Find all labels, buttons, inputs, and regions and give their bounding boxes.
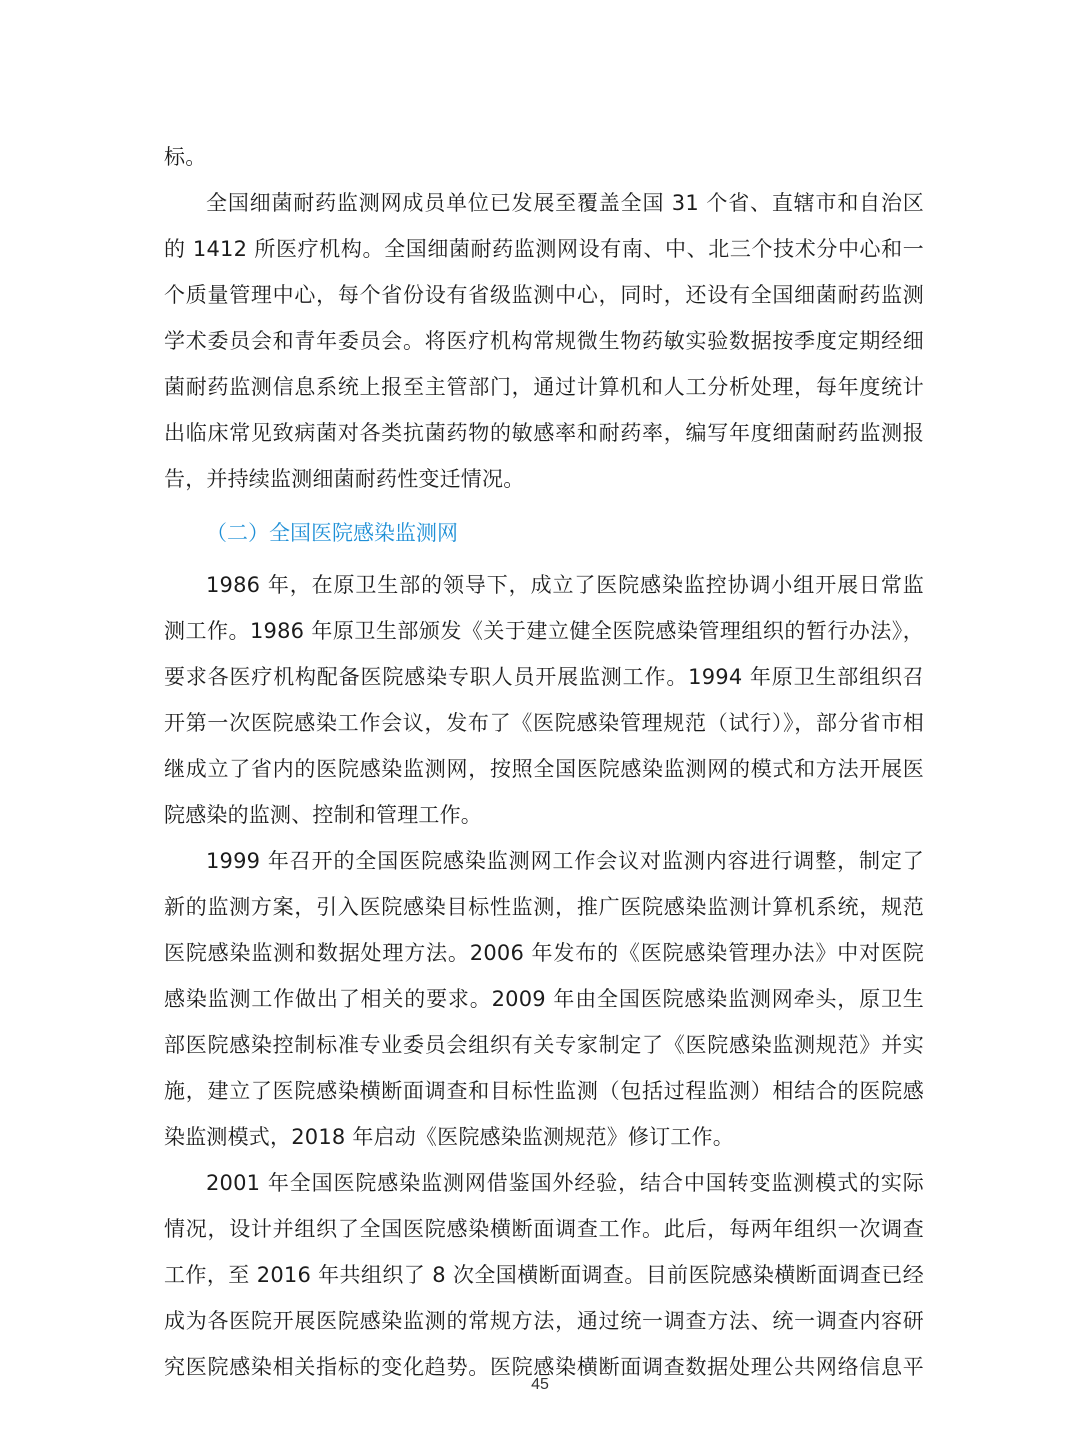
text-line: 出临床常见致病菌对各类抗菌药物的敏感率和耐药率，编写年度细菌耐药监测报 (164, 421, 924, 445)
text-line: 测工作。1986 年原卫生部颁发《关于建立健全医院感染管理组织的暂行办法》， (164, 619, 924, 643)
text-line: 工作，至 2016 年共组织了 8 次全国横断面调查。目前医院感染横断面调查已经 (164, 1263, 924, 1287)
text-line: 院感染的监测、控制和管理工作。 (164, 803, 482, 827)
text-line: 菌耐药监测信息系统上报至主管部门，通过计算机和人工分析处理，每年度统计 (164, 375, 924, 399)
paragraph-bacterial-resistance-network (164, 180, 924, 502)
paragraph-2001-cross-sectional-survey (164, 1160, 924, 1390)
text-line: 施，建立了医院感染横断面调查和目标性监测（包括过程监测）相结合的医院感 (164, 1079, 924, 1103)
paragraph-1986-history (164, 562, 924, 838)
text-line: 医院感染监测和数据处理方法。2006 年发布的《医院感染管理办法》中对医院 (164, 941, 924, 965)
text-line: 的 1412 所医疗机构。全国细菌耐药监测网设有南、中、北三个技术分中心和一 (164, 237, 924, 261)
section-heading: （二）全国医院感染监测网 (206, 521, 458, 545)
text-line: 1986 年，在原卫生部的领导下，成立了医院感染监控协调小组开展日常监 (206, 573, 924, 597)
text-line: 究医院感染相关指标的变化趋势。医院感染横断面调查数据处理公共网络信息平 (164, 1355, 924, 1379)
text-line: 2001 年全国医院感染监测网借鉴国外经验，结合中国转变监测模式的实际 (206, 1171, 924, 1195)
text-line: 个质量管理中心，每个省份设有省级监测中心，同时，还设有全国细菌耐药监测 (164, 283, 924, 307)
text-line: 部医院感染控制标准专业委员会组织有关专家制定了《医院感染监测规范》并实 (164, 1033, 924, 1057)
document-page (164, 134, 924, 1390)
text-line: 成为各医院开展医院感染监测的常规方法，通过统一调查方法、统一调查内容研 (164, 1309, 924, 1333)
text-line: 要求各医疗机构配备医院感染专职人员开展监测工作。1994 年原卫生部组织召 (164, 665, 924, 689)
text-line: 新的监测方案，引入医院感染目标性监测，推广医院感染监测计算机系统，规范 (164, 895, 924, 919)
paragraph-continuation (164, 134, 924, 180)
text-line: 标。 (164, 145, 207, 169)
text-line: 感染监测工作做出了相关的要求。2009 年由全国医院感染监测网牵头，原卫生 (164, 987, 924, 1011)
text-line: 开第一次医院感染工作会议，发布了《医院感染管理规范（试行）》，部分省市相 (164, 711, 924, 735)
text-line: 1999 年召开的全国医院感染监测网工作会议对监测内容进行调整，制定了 (206, 849, 924, 873)
text-line: 告，并持续监测细菌耐药性变迁情况。 (164, 467, 525, 491)
text-line: 全国细菌耐药监测网成员单位已发展至覆盖全国 31 个省、直辖市和自治区 (206, 191, 924, 215)
text-line: 继成立了省内的医院感染监测网，按照全国医院感染监测网的模式和方法开展医 (164, 757, 924, 781)
paragraph-1999-adjustment (164, 838, 924, 1160)
page-number: 45 (531, 1376, 549, 1393)
text-line: 学术委员会和青年委员会。将医疗机构常规微生物药敏实验数据按季度定期经细 (164, 329, 924, 353)
text-line: 染监测模式，2018 年启动《医院感染监测规范》修订工作。 (164, 1125, 734, 1149)
text-line: 情况，设计并组织了全国医院感染横断面调查工作。此后，每两年组织一次调查 (164, 1217, 924, 1241)
